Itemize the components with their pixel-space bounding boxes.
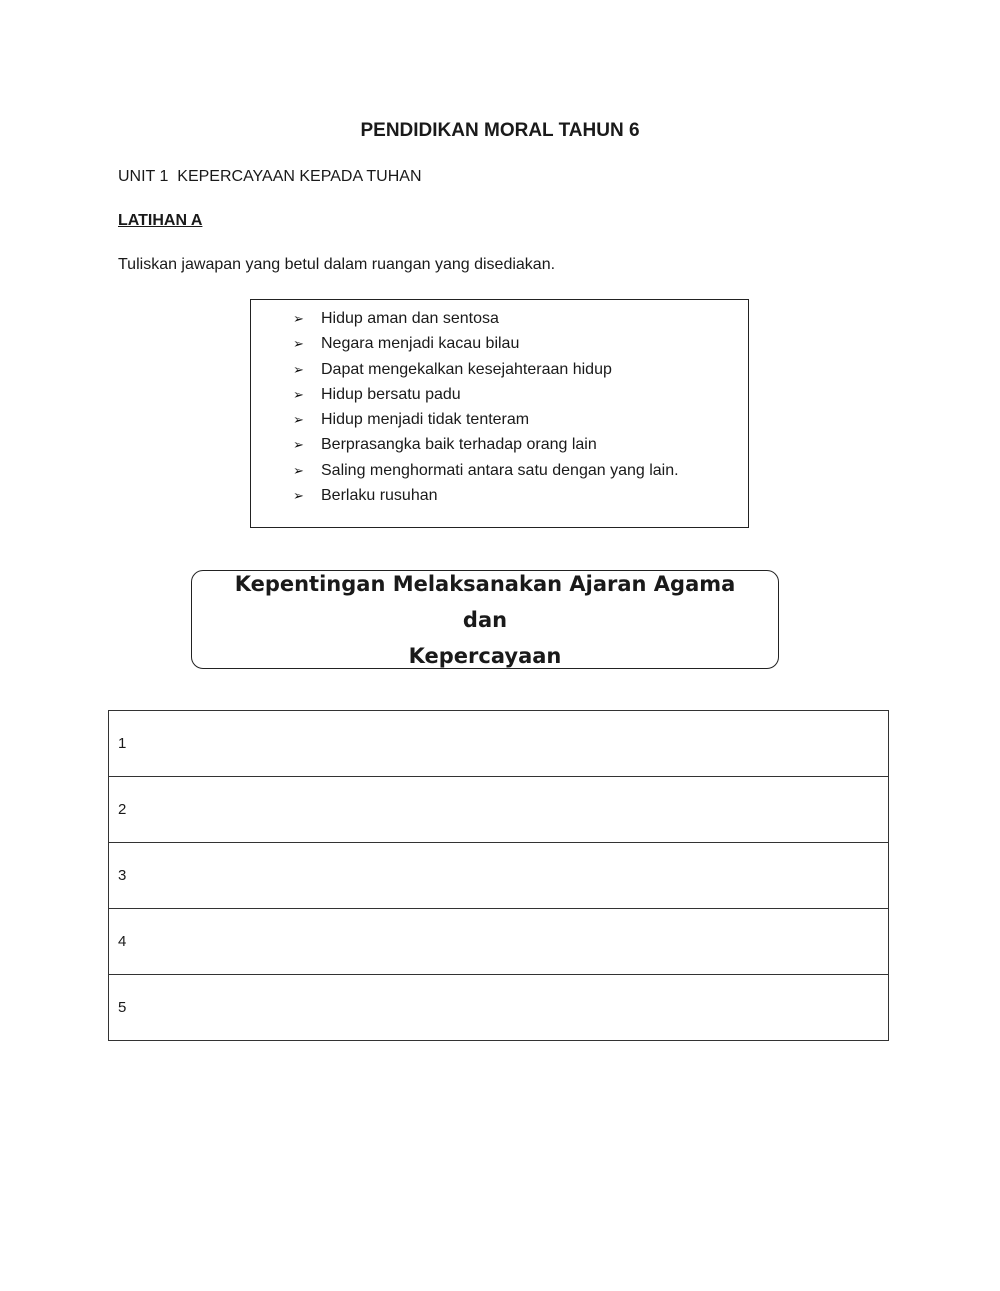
word-bank-item-label: Hidup aman dan sentosa xyxy=(321,310,499,327)
word-bank-item[interactable] xyxy=(293,458,679,483)
answer-table xyxy=(108,710,889,1041)
word-bank-item-label: Berlaku rusuhan xyxy=(321,487,438,505)
answer-cell[interactable] xyxy=(109,711,889,777)
word-bank-item[interactable] xyxy=(293,306,679,331)
arrow-bullet-icon: ➢ xyxy=(293,311,304,326)
word-bank-item[interactable] xyxy=(293,483,679,508)
answer-cell[interactable] xyxy=(109,843,889,909)
word-bank-item-label: Berprasangka baik terhadap orang lain xyxy=(321,436,597,454)
arrow-bullet-icon: ➢ xyxy=(293,437,304,453)
word-bank-item[interactable] xyxy=(293,432,679,457)
answer-row[interactable] xyxy=(109,843,889,909)
answer-cell[interactable] xyxy=(109,909,889,975)
answer-number: 4 xyxy=(118,933,127,950)
answer-number: 5 xyxy=(118,999,127,1016)
word-bank-item-label: Hidup bersatu padu xyxy=(321,385,461,403)
answer-cell[interactable] xyxy=(109,975,889,1041)
arrow-bullet-icon: ➢ xyxy=(293,386,304,402)
arrow-bullet-icon: ➢ xyxy=(293,462,304,478)
answer-number: 1 xyxy=(118,735,127,752)
page-title: PENDIDIKAN MORAL TAHUN 6 xyxy=(360,120,640,141)
answer-row[interactable] xyxy=(109,777,889,843)
word-bank-item[interactable] xyxy=(293,357,679,382)
answer-number: 3 xyxy=(118,867,127,884)
word-bank-item[interactable] xyxy=(293,331,679,356)
word-bank-list xyxy=(293,306,679,508)
exercise-heading: LATIHAN A xyxy=(118,212,203,229)
word-bank-item-label: Saling menghormati antara satu dengan yang lain. xyxy=(321,461,679,479)
arrow-bullet-icon: ➢ xyxy=(293,488,304,504)
word-bank-item[interactable] xyxy=(293,382,679,407)
word-bank-item-label: Hidup menjadi tidak tenteram xyxy=(321,411,530,429)
topic-title-line2: Kepercayaan xyxy=(408,643,562,668)
arrow-bullet-icon: ➢ xyxy=(293,361,304,377)
answer-number: 2 xyxy=(118,801,127,818)
word-bank-item-label: Dapat mengekalkan kesejahteraan hidup xyxy=(321,360,612,378)
word-bank-item-label: Negara menjadi kacau bilau xyxy=(321,335,520,353)
topic-title xyxy=(222,566,748,674)
answer-row[interactable] xyxy=(109,975,889,1041)
answer-row[interactable] xyxy=(109,909,889,975)
topic-box xyxy=(191,570,779,669)
topic-title-line1: Kepentingan Melaksanakan Ajaran Agama dan xyxy=(234,571,736,632)
arrow-bullet-icon: ➢ xyxy=(293,336,304,352)
answer-cell[interactable] xyxy=(109,777,889,843)
word-bank-item[interactable] xyxy=(293,407,679,432)
arrow-bullet-icon: ➢ xyxy=(293,412,304,428)
answer-row[interactable] xyxy=(109,711,889,777)
word-bank-box xyxy=(250,299,749,528)
unit-title: UNIT 1 KEPERCAYAAN KEPADA TUHAN xyxy=(118,168,422,185)
exercise-instruction: Tuliskan jawapan yang betul dalam ruangan yang disediakan. xyxy=(118,256,556,273)
